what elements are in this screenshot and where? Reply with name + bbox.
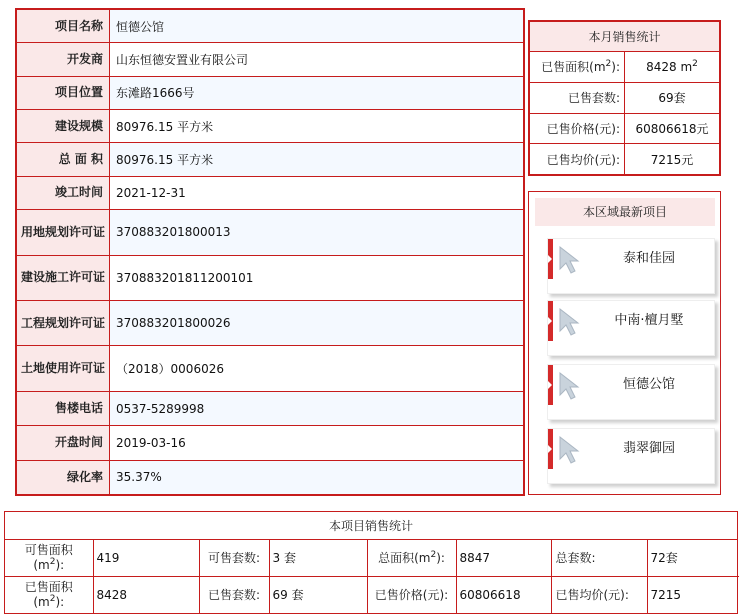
info-label-total-area: 总 面 积	[17, 143, 110, 176]
latest-projects-panel	[528, 191, 721, 495]
latest-project-card[interactable]	[547, 238, 715, 294]
card-accent-notch	[548, 381, 552, 389]
monthly-sold-price-label: 已售价格(元):	[530, 113, 625, 144]
info-label-land-use-permit: 土地使用许可证	[17, 346, 110, 391]
cursor-arrow-icon	[557, 371, 585, 401]
avail-area-label: 可售面积 $(m^2)$:	[5, 540, 93, 577]
info-value-completion: 2021-12-31	[110, 176, 524, 209]
info-value-green-rate: 35.37%	[110, 460, 524, 494]
info-value-developer: 山东恒德安置业有限公司	[110, 43, 524, 76]
sold-price-label: 已售价格(元):	[367, 577, 456, 614]
monthly-sold-area-label: 已售面积$(m^2)$:	[530, 52, 625, 83]
avg-price-value: 7215	[647, 577, 739, 614]
info-value-total-area: 80976.15 平方米	[110, 143, 524, 176]
monthly-sold-area-value: 8428 $m^2$	[625, 52, 720, 83]
total-units-value: 72套	[647, 540, 739, 577]
latest-project-name[interactable]: 恒德公馆	[622, 377, 675, 392]
info-value-engineering-permit: 370883201800026	[110, 301, 524, 346]
monthly-stats-panel	[528, 20, 721, 176]
avg-price-label: 已售均价(元):	[551, 577, 647, 614]
info-label-location: 项目位置	[17, 76, 110, 109]
project-stats-panel	[4, 511, 738, 614]
info-label-completion: 竣工时间	[17, 176, 110, 209]
info-label-name: 项目名称	[17, 10, 110, 43]
avail-units-label: 可售套数:	[199, 540, 269, 577]
sold-units-label: 已售套数:	[199, 577, 269, 614]
info-value-phone: 0537-5289998	[110, 391, 524, 425]
latest-project-card[interactable]	[547, 364, 715, 420]
cursor-arrow-icon	[557, 245, 585, 275]
info-value-location: 东滩路1666号	[110, 76, 524, 109]
sold-units-value: 69 套	[269, 577, 367, 614]
latest-project-name[interactable]: 中南·檀月墅	[614, 313, 684, 328]
cursor-arrow-icon	[557, 307, 585, 337]
monthly-sold-units-value: 69套	[625, 82, 720, 113]
monthly-avg-price-label: 已售均价(元):	[530, 144, 625, 175]
total-units-label: 总套数:	[551, 540, 647, 577]
monthly-stats-title: 本月销售统计	[530, 22, 720, 52]
monthly-sold-units-label: 已售套数:	[530, 82, 625, 113]
project-info-table	[15, 8, 525, 496]
info-value-opening: 2019-03-16	[110, 426, 524, 460]
sold-area-label: 已售面积 $(m^2)$:	[5, 577, 93, 614]
info-value-name: 恒德公馆	[110, 10, 524, 43]
project-stats-title: 本项目销售统计	[5, 512, 737, 540]
info-value-land-use-permit: （2018）0006026	[110, 346, 524, 391]
latest-project-name[interactable]: 泰和佳园	[622, 251, 675, 266]
info-label-developer: 开发商	[17, 43, 110, 76]
info-value-scale: 80976.15 平方米	[110, 110, 524, 143]
info-label-construction-permit: 建设施工许可证	[17, 255, 110, 300]
info-label-engineering-permit: 工程规划许可证	[17, 301, 110, 346]
latest-project-card[interactable]	[547, 300, 715, 356]
info-label-green-rate: 绿化率	[17, 460, 110, 494]
avail-area-value: 419	[93, 540, 199, 577]
avail-units-value: 3 套	[269, 540, 367, 577]
latest-projects-title: 本区域最新项目	[535, 198, 715, 226]
card-accent-notch	[548, 317, 552, 325]
card-accent-notch	[548, 445, 552, 453]
sold-price-value: 60806618	[456, 577, 551, 614]
total-area-label: 总面积$(m^2)$:	[367, 540, 456, 577]
latest-project-card[interactable]	[547, 428, 715, 484]
monthly-avg-price-value: 7215元	[625, 144, 720, 175]
latest-project-name[interactable]: 翡翠御园	[622, 441, 675, 456]
cursor-arrow-icon	[557, 435, 585, 465]
info-label-opening: 开盘时间	[17, 426, 110, 460]
info-value-construction-permit: 370883201811200101	[110, 255, 524, 300]
card-accent-notch	[548, 255, 552, 263]
info-label-scale: 建设规模	[17, 110, 110, 143]
monthly-sold-price-value: 60806618元	[625, 113, 720, 144]
info-label-land-permit: 用地规划许可证	[17, 210, 110, 255]
info-value-land-permit: 370883201800013	[110, 210, 524, 255]
total-area-value: 8847	[456, 540, 551, 577]
sold-area-value: 8428	[93, 577, 199, 614]
info-label-phone: 售楼电话	[17, 391, 110, 425]
